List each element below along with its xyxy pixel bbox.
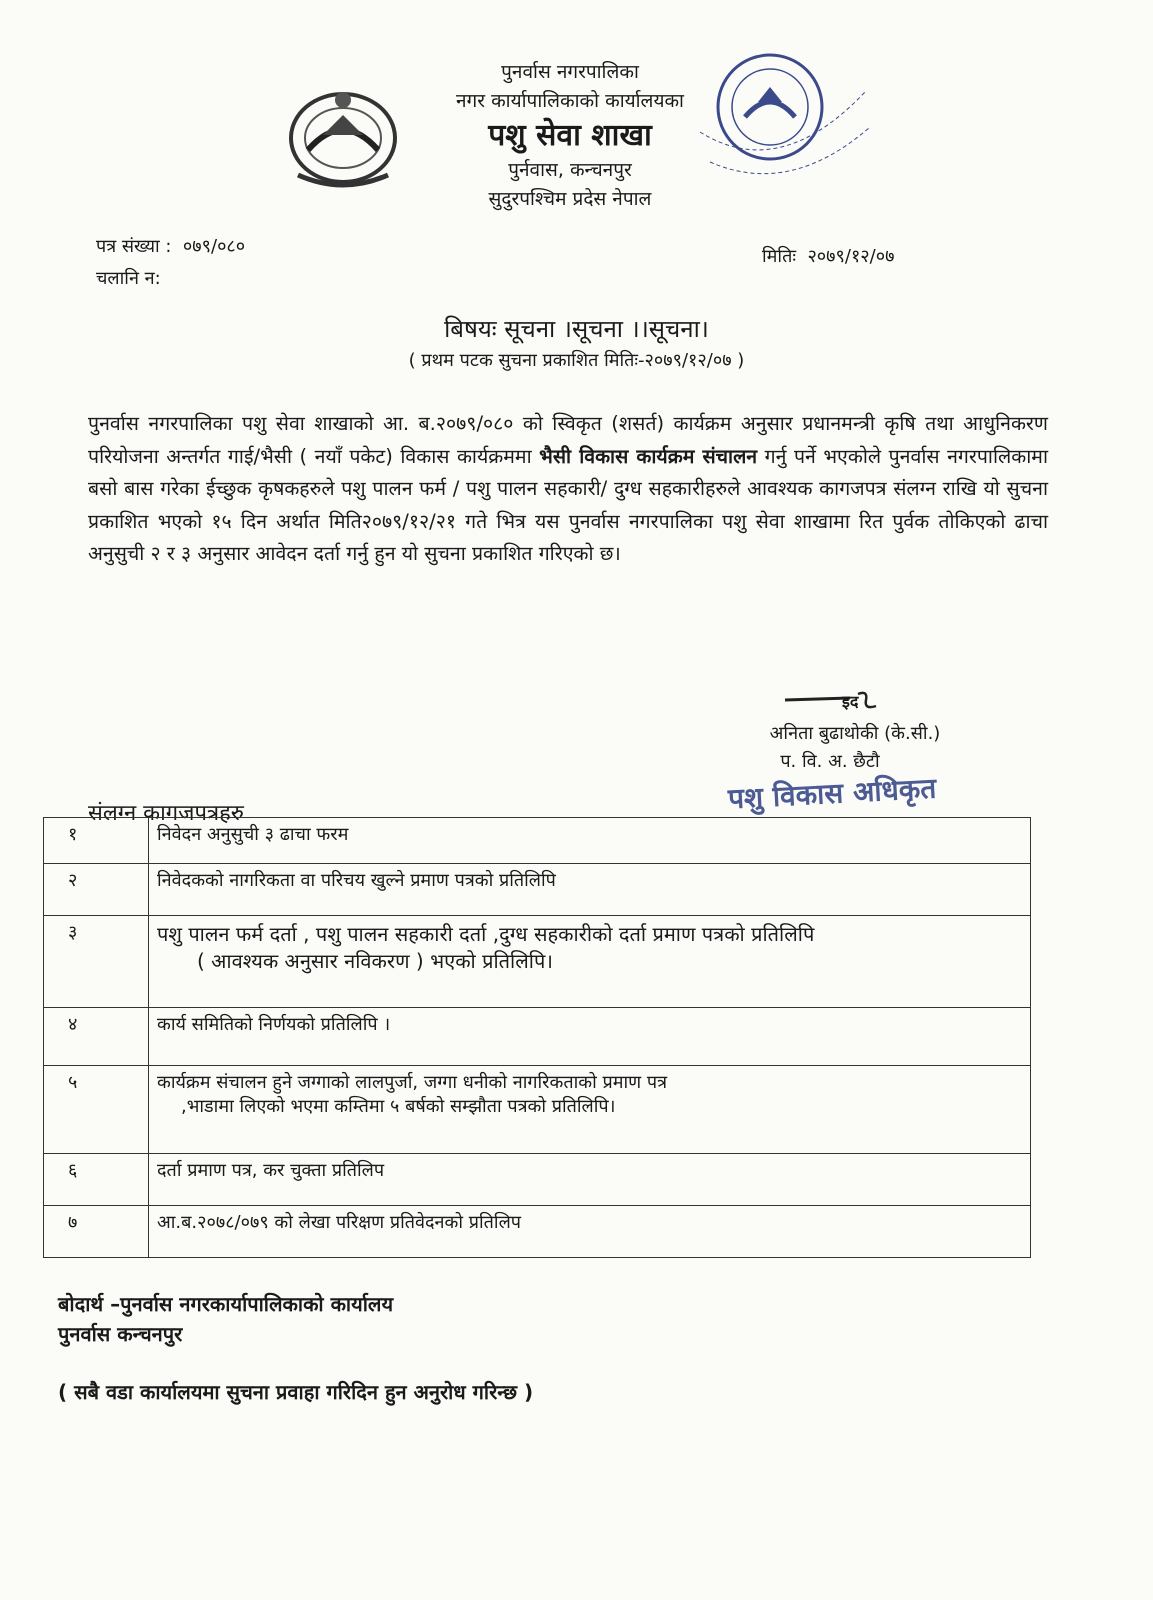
letterhead [400, 58, 740, 214]
table-row: ४ कार्य समितिको निर्णयको प्रतिलिपि । [44, 1008, 1031, 1066]
table-row: ३ पशु पालन फर्म दर्ता , पशु पालन सहकारी दर्ता ,दुग्ध सहकारीको दर्ता प्रमाण पत्रको प्रतिलिपि ( आवश्यक अनुसार नविकरण ) भएको प्रतिलिपि। [44, 916, 1031, 1008]
signature-scribble-icon [780, 688, 900, 718]
signer-stamp: पशु विकास अधिकृत [727, 771, 938, 816]
notice-subject: बिषयः सूचना ।सूचना ।।सूचना। [444, 315, 709, 343]
table-row: १ निवेदन अनुसुची ३ ढाचा फरम [44, 818, 1031, 864]
cc-office: बोदार्थ –पुनर्वास नगरकार्यापालिकाको कार्यालय [58, 1292, 394, 1316]
header-office: नगर कार्यापालिकाको कार्यालयका [456, 90, 684, 112]
nepal-emblem-icon [278, 80, 408, 190]
notice-publish-date: ( प्रथम पटक सुचना प्रकाशित मितिः-२०७९/१२/०७ ) [408, 350, 745, 371]
office-round-stamp-icon [690, 32, 880, 212]
signer-title: प. वि. अ. छैटौ [780, 751, 880, 772]
table-row: ७ आ.ब.२०७८/०७९ को लेखा परिक्षण प्रतिवेदनको प्रतिलिप [44, 1206, 1031, 1258]
attachments-title: संलग्न कागजपत्रहरु [88, 801, 244, 826]
table-row: ६ दर्ता प्रमाण पत्र, कर चुक्ता प्रतिलिप [44, 1154, 1031, 1206]
cc-request-note: ( सबै वडा कार्यालयमा सुचना प्रवाहा गरिदिन हुन अनुरोध गरिन्छ ) [58, 1380, 534, 1404]
table-row: २ निवेदकको नागरिकता वा परिचय खुल्ने प्रमाण पत्रको प्रतिलिपि [44, 864, 1031, 916]
letter-date: मितिः २०७९/१२/०७ [762, 246, 895, 267]
header-title: पशु सेवा शाखा [488, 118, 652, 153]
letter-number: पत्र संख्या : ०७९/०८० [96, 236, 246, 257]
cc-address: पुनर्वास कन्चनपुर [58, 1322, 183, 1346]
table-row: ५ कार्यक्रम संचालन हुने जग्गाको लालपुर्जा, जग्गा धनीको नागरिकताको प्रमाण पत्र ,भाडामा लिएको भएमा कम्तिमा ५ बर्षको सम्झौता पत्रको प्रतिलिपि। [44, 1066, 1031, 1154]
signature-mark: इद [842, 692, 859, 711]
attachments-table [43, 817, 1031, 1258]
notice-body: पुनर्वास नगरपालिका पशु सेवा शाखाको आ. ब.२०७९/०८० को स्विकृत (शसर्त) कार्यक्रम अनुसार प्रधानमन्त्री कृषि तथा आधुनिकरण परियोजना अन्तर्गत गाई/भैसी ( नयाँ पकेट) विकास कार्यक्रममा भैसी विकास कार्यक्रम संचालन गर्नु पर्ने भएकोले पुनर्वास नगरपालिकामा बसो बास गरेका ईच्छुक कृषकहरुले पशु पालन फर्म / पशु पालन सहकारी/ दुग्ध सहकारीहरुले आवश्यक कागजपत्र संलग्न राखि यो सुचना प्रकाशित भएको १५ दिन अर्थात मिति२०७९/१२/२१ गते भित्र यस पुनर्वास नगरपालिका पशु सेवा शाखामा रित पुर्वक तोकिएको ढाचा अनुसुची २ र ३ अनुसार आवेदन दर्ता गर्नु हुन यो सुचना प्रकाशित गरिएको छ। [88, 412, 1048, 565]
header-province: सुदुरपश्चिम प्रदेस नेपाल [488, 188, 652, 210]
notice-body-highlight: भैसी विकास कार्यक्रम संचालन [539, 444, 758, 468]
dispatch-number: चलानि न: [96, 268, 161, 289]
header-municipality: पुनर्वास नगरपालिका [501, 61, 639, 83]
signer-name: अनिता बुढाथोकी (के.सी.) [769, 723, 941, 744]
header-address: पुर्नवास, कन्चनपुर [508, 159, 632, 181]
